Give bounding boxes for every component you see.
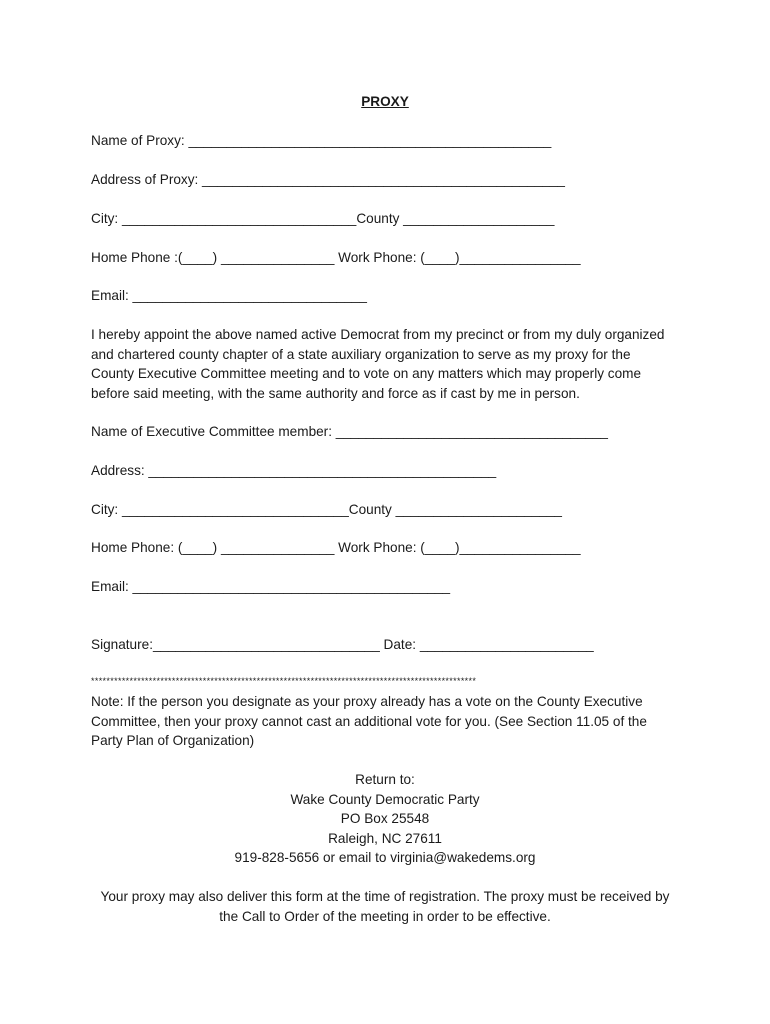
proxy-address-field: Address of Proxy: ________________________________________________ xyxy=(91,172,565,187)
return-address-block xyxy=(0,770,770,868)
separator-line: **************************************************************************************************** xyxy=(91,676,477,686)
member-address-field: Address: ______________________________________________ xyxy=(91,463,497,478)
member-phone-field: Home Phone: (____) _______________ Work Phone: (____)________________ xyxy=(91,540,581,555)
member-city-county-field: City: ______________________________County ______________________ xyxy=(91,502,562,517)
form-title: PROXY xyxy=(361,94,409,109)
note-paragraph xyxy=(91,692,691,751)
signature-date-field: Signature:______________________________ Date: _______________________ xyxy=(91,637,594,652)
return-line: Return to: xyxy=(355,772,415,787)
member-name-field: Name of Executive Committee member: ____________________________________ xyxy=(91,424,608,439)
return-line: Raleigh, NC 27611 xyxy=(328,830,442,846)
appointment-line: before said meeting, with the same authority and force as if cast by me in person. xyxy=(91,385,580,401)
appointment-paragraph xyxy=(91,325,691,403)
delivery-line: the Call to Order of the meeting in order to be effective. xyxy=(219,908,551,924)
return-line: Wake County Democratic Party xyxy=(290,791,480,807)
return-line: PO Box 25548 xyxy=(340,811,430,827)
appointment-line: County Executive Committee meeting and to vote on any matters which may properly come xyxy=(91,366,642,382)
note-line: Note: If the person you designate as your proxy already has a vote on the County Executive xyxy=(91,694,643,709)
delivery-paragraph xyxy=(0,887,770,926)
appointment-line: and chartered county chapter of a state auxiliary organization to serve as my proxy for the xyxy=(91,346,631,362)
proxy-name-field: Name of Proxy: ________________________________________________ xyxy=(91,133,552,148)
delivery-line: Your proxy may also deliver this form at the time of registration. The proxy must be received by xyxy=(100,889,670,904)
proxy-city-county-field: City: _______________________________County ____________________ xyxy=(91,211,555,226)
appointment-line: I hereby appoint the above named active Democrat from my precinct or from my duly organized xyxy=(91,327,665,342)
return-line: 919-828-5656 or email to virginia@wakedems.org xyxy=(234,850,536,866)
proxy-phone-field: Home Phone :(____) _______________ Work Phone: (____)________________ xyxy=(91,250,581,265)
proxy-email-field: Email: _______________________________ xyxy=(91,288,367,303)
note-line: Party Plan of Organization) xyxy=(91,733,255,749)
member-email-field: Email: __________________________________________ xyxy=(91,579,451,594)
note-line: Committee, then your proxy cannot cast an additional vote for you. (See Section 11.05 of the xyxy=(91,713,647,729)
